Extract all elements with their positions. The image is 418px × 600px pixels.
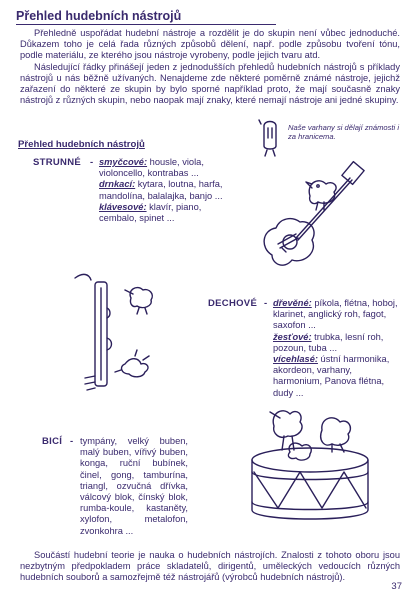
drum-with-birds-illustration — [240, 398, 390, 536]
category-label-strunne: STRUNNÉ — [33, 157, 82, 168]
bici-entries: tympány, velký buben, malý buben, vířivý buben, konga, ruční bubínek, činel, gong, tamburína, triangl, ozvučná dřívka, válcový blok, čínský blok, rumba-koule, kastaněty, xylofon, metalofon, zvonkohra ... — [80, 436, 188, 536]
outro-paragraph: Součástí hudební teorie je nauka o hudebních nástrojích. Znalosti z tohoto oboru jsou nezbytným předpokladem práce skladatelů, dirigentů, uměleckých vedoucích různých hudebních souborů a samozřejmě též nástrojářů (výrobců hudebních nástrojů). — [20, 550, 400, 583]
overview-heading: Přehled hudebních nástrojů — [18, 139, 145, 150]
intro-paragraph: Přehledně uspořádat hudební nástroje a rozdělit je do skupin není vůbec jednoduché. Důkazem toho je celá řada různých způsobů dělení, např. podle způsobu tvoření tónu, podle materiálu, ze kterého jsou nástroje vyrobeny, podle jejich tvaru atd. — [20, 28, 400, 61]
guitar-with-bird-illustration — [252, 160, 372, 280]
bassoon-with-bird-illustration — [55, 268, 165, 398]
entry-drevene: dřevěné: píkola, flétna, hoboj, klarinet, anglický roh, fagot, saxofon ... — [273, 298, 398, 331]
category-dash: - — [264, 298, 268, 309]
page-number: 37 — [391, 581, 402, 592]
category-label-dechove: DECHOVÉ — [208, 298, 258, 309]
outro-text — [20, 550, 400, 584]
organ-pipe-figure-icon — [258, 118, 284, 158]
entry-zestove: žesťové: trubka, lesní roh, pozoun, tuba ... — [273, 331, 384, 353]
entry-klavesove: klávesové: klavír, piano, cembalo, spinet ... — [99, 201, 202, 224]
category-dash: - — [70, 436, 74, 447]
entry-smyccove: smyčcové: housle, viola, violoncello, kontrabas ... — [99, 157, 204, 179]
intro-text — [20, 28, 400, 106]
entry-vicehlase: vícehlasé: ústní harmonika, akordeon, varhany, harmonium, Panova flétna, dudy ... — [273, 354, 390, 398]
strunne-entries — [99, 157, 223, 224]
page-title: Přehled hudebních nástrojů — [16, 9, 276, 25]
category-label-bici: BICÍ — [42, 436, 63, 447]
note-text: Naše varhany si dělají známosti i za hranicema. — [288, 123, 400, 141]
intro-paragraph: Následující řádky přinášejí jeden z jednodušších přehledů hudebních nástrojů s příklady nástrojů u nás běžně užívaných. Nenajdeme zde některé poměrně známé nástroje, jejichž zařazení do některé ze skupin by bylo sporné například proto, že mají současně znaky nástrojů z různých skupin, nebo naopak mají znaky, které nemají nástroje ani jedné skupiny. — [20, 61, 400, 106]
category-dash: - — [90, 157, 94, 168]
dechove-entries — [273, 298, 401, 399]
entry-drnkaci: drnkací: kytara, loutna, harfa, mandolína, balalajka, banjo ... — [99, 179, 223, 201]
